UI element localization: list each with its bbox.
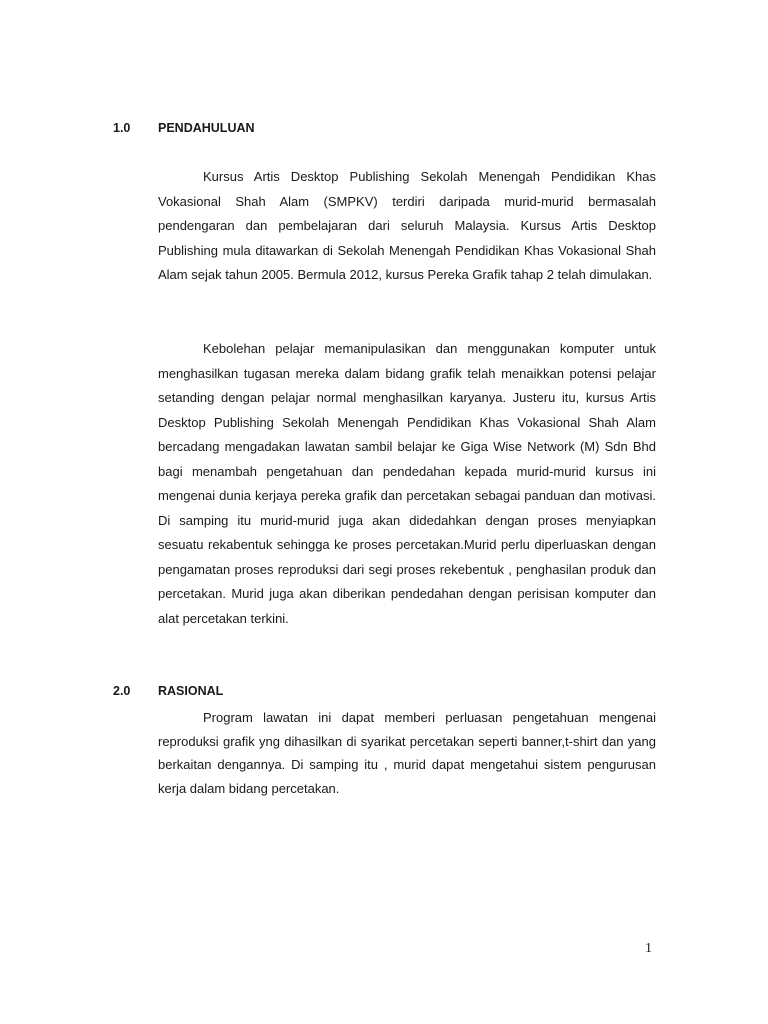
body-paragraph: Kursus Artis Desktop Publishing Sekolah Menengah Pendidikan Khas Vokasional Shah Alam (SMPKV) terdiri daripada murid-murid bermasalah pendengaran dan pembelajaran dari seluruh Malaysia. Kursus Artis Desktop Publishing mula ditawarkan di Sekolah Menengah Pendidikan Khas Vokasional Shah Alam sejak tahun 2005. Bermula 2012, kursus Pereka Grafik tahap 2 telah dimulakan. xyxy=(158,169,656,282)
section-title: PENDAHULUAN xyxy=(158,121,255,135)
section-title: RASIONAL xyxy=(158,684,224,698)
section-heading-pendahuluan xyxy=(113,120,255,136)
page-number: 1 xyxy=(645,941,652,956)
body-paragraph: Kebolehan pelajar memanipulasikan dan menggunakan komputer untuk menghasilkan tugasan mereka dalam bidang grafik telah menaikkan potensi pelajar setanding dengan pelajar normal menghasilkan karyanya. Justeru itu, kursus Artis Desktop Publishing Sekolah Menengah Pendidikan Khas Vokasional Shah Alam bercadang mengadakan lawatan sambil belajar ke Giga Wise Network (M) Sdn Bhd bagi menambah pengetahuan dan pendedahan kepada murid-murid kursus ini mengenai dunia kerjaya pereka grafik dan percetakan sebagai panduan dan motivasi. Di samping itu murid-murid juga akan didedahkan dengan proses menyiapkan sesuatu rekabentuk sehingga ke proses percetakan.Murid perlu diperluaskan dengan pengamatan proses reproduksi dari segi proses rekebentuk , penghasilan produk dan percetakan. Murid juga akan diberikan pendedahan dengan perisisan komputer dan alat percetakan terkini. xyxy=(158,341,656,626)
section-number: 2.0 xyxy=(113,684,131,698)
body-paragraph: Program lawatan ini dapat memberi perluasan pengetahuan mengenai reproduksi grafik yng dihasilkan di syarikat percetakan seperti banner,t-shirt dan yang berkaitan dengannya. Di samping itu , murid dapat mengetahui sistem pengurusan kerja dalam bidang percetakan. xyxy=(158,710,656,797)
section-heading-rasional xyxy=(113,683,223,699)
section-number: 1.0 xyxy=(113,121,131,135)
